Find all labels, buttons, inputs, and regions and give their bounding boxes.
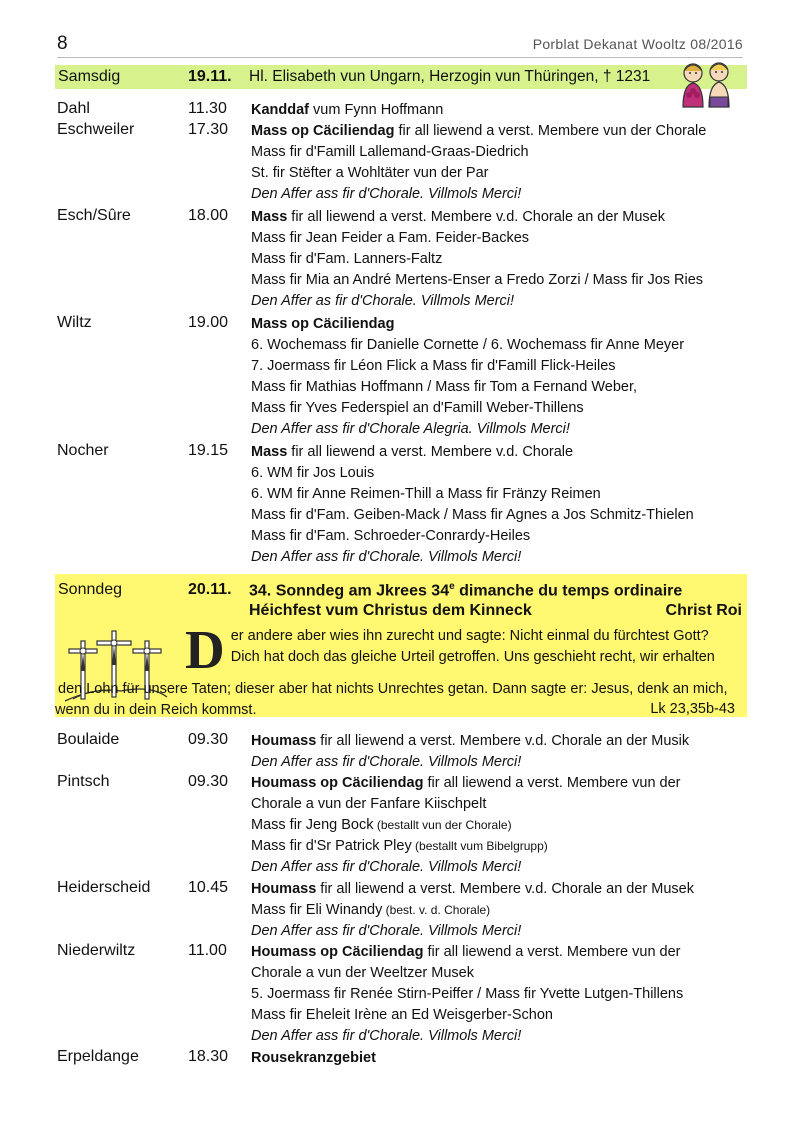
service-time: 11.00 bbox=[188, 942, 227, 959]
service-type: Mass op Cäciliendag bbox=[251, 316, 395, 332]
feast-sup: e bbox=[449, 581, 455, 592]
sunday-header bbox=[55, 574, 747, 717]
day-name: Sonndeg bbox=[58, 581, 123, 598]
offering-note: Den Affer ass fir d'Chorale Alegria. Villmols Merci! bbox=[251, 421, 570, 437]
service-line bbox=[251, 773, 747, 794]
feast-subtitle-fr: Christ Roi bbox=[665, 602, 742, 619]
service-detail: fir all liewend a verst. Membere v.d. Chorale an der Musek bbox=[287, 209, 665, 225]
service-line: Mass fir d'Fam. Lanners-Faltz bbox=[251, 251, 443, 267]
service-line: Mass fir Yves Federspiel an d'Famill Weber-Thillens bbox=[251, 400, 584, 416]
service-type: Houmass op Cäciliendag bbox=[251, 775, 424, 791]
service-time: 11.30 bbox=[188, 100, 227, 117]
service-detail: fir all liewend a verst. Membere vun der bbox=[423, 775, 681, 791]
service-time: 19.00 bbox=[188, 314, 229, 331]
offering-note: Den Affer as fir d'Chorale. Villmols Merci! bbox=[251, 293, 515, 309]
service-line bbox=[251, 942, 747, 963]
service-line bbox=[251, 879, 747, 900]
place-name: Heiderscheid bbox=[57, 879, 151, 896]
service-lines bbox=[251, 207, 747, 312]
service-line bbox=[251, 314, 747, 335]
service-detail: fir all liewend a verst. Membere vun der bbox=[423, 944, 681, 960]
place-name: Dahl bbox=[57, 100, 90, 117]
service-note: (best. v. d. Chorale) bbox=[382, 903, 491, 917]
service-line: 5. Joermass fir Renée Stirn-Peiffer / Mass fir Yvette Lutgen-Thillens bbox=[251, 986, 684, 1002]
service-line: 6. WM fir Anne Reimen-Thill a Mass fir Fränzy Reimen bbox=[251, 486, 601, 502]
service-line bbox=[251, 836, 747, 857]
service-time: 18.30 bbox=[188, 1048, 229, 1065]
service-detail: fir all liewend a verst. Membere v.d. Chorale bbox=[287, 444, 574, 460]
service-type: Kanddaf bbox=[251, 102, 309, 118]
service-detail: Mass fir Eli Winandy bbox=[251, 902, 383, 918]
service-line: Mass fir Mia an André Mertens-Enser a Fredo Zorzi / Mass fir Jos Ries bbox=[251, 272, 704, 288]
place-name: Erpeldange bbox=[57, 1048, 139, 1065]
feast-title-fr: dimanche du temps ordinaire bbox=[454, 582, 683, 600]
service-note: (bestallt vun der Chorale) bbox=[373, 818, 512, 832]
place-name: Boulaide bbox=[57, 731, 120, 748]
service-lines bbox=[251, 942, 747, 1047]
service-line bbox=[251, 442, 747, 463]
page-header bbox=[57, 33, 743, 55]
feast-subtitle: Héichfest vum Christus dem Kinneck bbox=[249, 602, 532, 619]
service-detail: fir all liewend a verst. Membere v.d. Chorale an der Musek bbox=[316, 881, 694, 897]
service-detail: Mass fir d'Sr Patrick Pley bbox=[251, 838, 412, 854]
service-lines bbox=[251, 731, 747, 773]
page-number: 8 bbox=[57, 33, 68, 54]
feast-title-lb: 34. Sonndeg am Jkrees 34 bbox=[249, 582, 450, 600]
place-name: Wiltz bbox=[57, 314, 92, 331]
service-line bbox=[251, 121, 747, 142]
offering-note: Den Affer ass fir d'Chorale. Villmols Merci! bbox=[251, 1028, 522, 1044]
offering-note: Den Affer ass fir d'Chorale. Villmols Merci! bbox=[251, 549, 522, 565]
day-date: 20.11. bbox=[188, 581, 232, 598]
service-line bbox=[251, 731, 747, 752]
service-detail: vum Fynn Hoffmann bbox=[309, 102, 444, 118]
service-line bbox=[251, 815, 747, 836]
service-line: 7. Joermass fir Léon Flick a Mass fir d'Famill Flick-Heiles bbox=[251, 358, 616, 374]
offering-note: Den Affer ass fir d'Chorale. Villmols Merci! bbox=[251, 754, 522, 770]
service-line bbox=[251, 207, 747, 228]
service-line: Chorale a vun der Fanfare Kiischpelt bbox=[251, 796, 487, 812]
service-time: 09.30 bbox=[188, 773, 229, 790]
service-line bbox=[251, 900, 747, 921]
service-line: Mass fir d'Fam. Geiben-Mack / Mass fir Agnes a Jos Schmitz-Thielen bbox=[251, 507, 694, 523]
drop-cap: D bbox=[185, 619, 225, 680]
scripture-quote bbox=[185, 619, 741, 680]
service-time: 18.00 bbox=[188, 207, 229, 224]
service-type: Rousekranzgebiet bbox=[251, 1050, 376, 1066]
service-type: Mass bbox=[251, 444, 288, 460]
scripture-quote-tail bbox=[55, 679, 741, 721]
service-detail: fir all liewend a verst. Membere v.d. Chorale an der Musik bbox=[316, 733, 690, 749]
day-date: 19.11. bbox=[188, 68, 232, 85]
service-type: Mass bbox=[251, 209, 288, 225]
day-name: Samsdig bbox=[58, 68, 121, 85]
service-line: Mass fir Mathias Hoffmann / Mass fir Tom a Fernand Weber, bbox=[251, 379, 638, 395]
service-time: 17.30 bbox=[188, 121, 229, 138]
service-line: Mass fir Eheleit Irène an Ed Weisgerber-Schon bbox=[251, 1007, 553, 1023]
place-name: Pintsch bbox=[57, 773, 110, 790]
service-type: Houmass op Cäciliendag bbox=[251, 944, 424, 960]
service-line bbox=[251, 100, 747, 121]
service-lines bbox=[251, 773, 747, 878]
service-lines bbox=[251, 100, 747, 121]
service-note: (bestallt vum Bibelgrupp) bbox=[411, 839, 548, 853]
offering-note: Den Affer ass fir d'Chorale. Villmols Merci! bbox=[251, 186, 522, 202]
service-lines bbox=[251, 1048, 747, 1069]
service-line bbox=[251, 1048, 747, 1069]
place-name: Nocher bbox=[57, 442, 109, 459]
service-line: St. fir Stëfter a Wohltäter vun der Par bbox=[251, 165, 489, 181]
publication-title: Porblat Dekanat Wooltz 08/2016 bbox=[532, 36, 743, 52]
header-rule bbox=[57, 57, 743, 58]
service-line: Mass fir d'Famill Lallemand-Graas-Diedrich bbox=[251, 144, 529, 160]
place-name: Eschweiler bbox=[57, 121, 135, 138]
service-detail: Mass fir Jeng Bock bbox=[251, 817, 374, 833]
service-time: 10.45 bbox=[188, 879, 229, 896]
service-type: Houmass bbox=[251, 881, 317, 897]
service-line: 6. Wochemass fir Danielle Cornette / 6. Wochemass fir Anne Meyer bbox=[251, 337, 685, 353]
service-type: Mass op Cäciliendag bbox=[251, 123, 395, 139]
service-detail: fir all liewend a verst. Membere vun der Chorale bbox=[394, 123, 707, 139]
place-name: Esch/Sûre bbox=[57, 207, 131, 224]
quote-text: er andere aber wies ihn zurecht und sagte: Nicht einmal du fürchtest Gott? Dich hat doch das gleiche Urteil getroffen. Uns geschieht recht, wir erhalten bbox=[230, 628, 715, 665]
service-lines bbox=[251, 879, 747, 942]
place-name: Niederwiltz bbox=[57, 942, 136, 959]
scripture-reference: Lk 23,35b-43 bbox=[650, 701, 735, 717]
offering-note: Den Affer ass fir d'Chorale. Villmols Merci! bbox=[251, 859, 522, 875]
service-time: 19.15 bbox=[188, 442, 229, 459]
quote-tail-text: den Lohn für unsere Taten; dieser aber hat nichts Unrechtes getan. Dann sagte er: Jesus, denk an mich, wenn du in dein Reich kommst. bbox=[55, 681, 728, 718]
service-line: Mass fir d'Fam. Schroeder-Conrardy-Heiles bbox=[251, 528, 531, 544]
service-line: Mass fir Jean Feider a Fam. Feider-Backes bbox=[251, 230, 530, 246]
feast-title bbox=[249, 581, 682, 600]
service-line: 6. WM fir Jos Louis bbox=[251, 465, 375, 481]
offering-note: Den Affer ass fir d'Chorale. Villmols Merci! bbox=[251, 923, 522, 939]
saturday-header bbox=[55, 65, 747, 89]
feast-title: Hl. Elisabeth vun Ungarn, Herzogin vun Thüringen, † 1231 bbox=[249, 68, 651, 85]
service-type: Houmass bbox=[251, 733, 317, 749]
service-time: 09.30 bbox=[188, 731, 229, 748]
service-line: Chorale a vun der Weeltzer Musek bbox=[251, 965, 474, 981]
service-lines bbox=[251, 121, 747, 205]
service-lines bbox=[251, 314, 747, 440]
service-lines bbox=[251, 442, 747, 568]
